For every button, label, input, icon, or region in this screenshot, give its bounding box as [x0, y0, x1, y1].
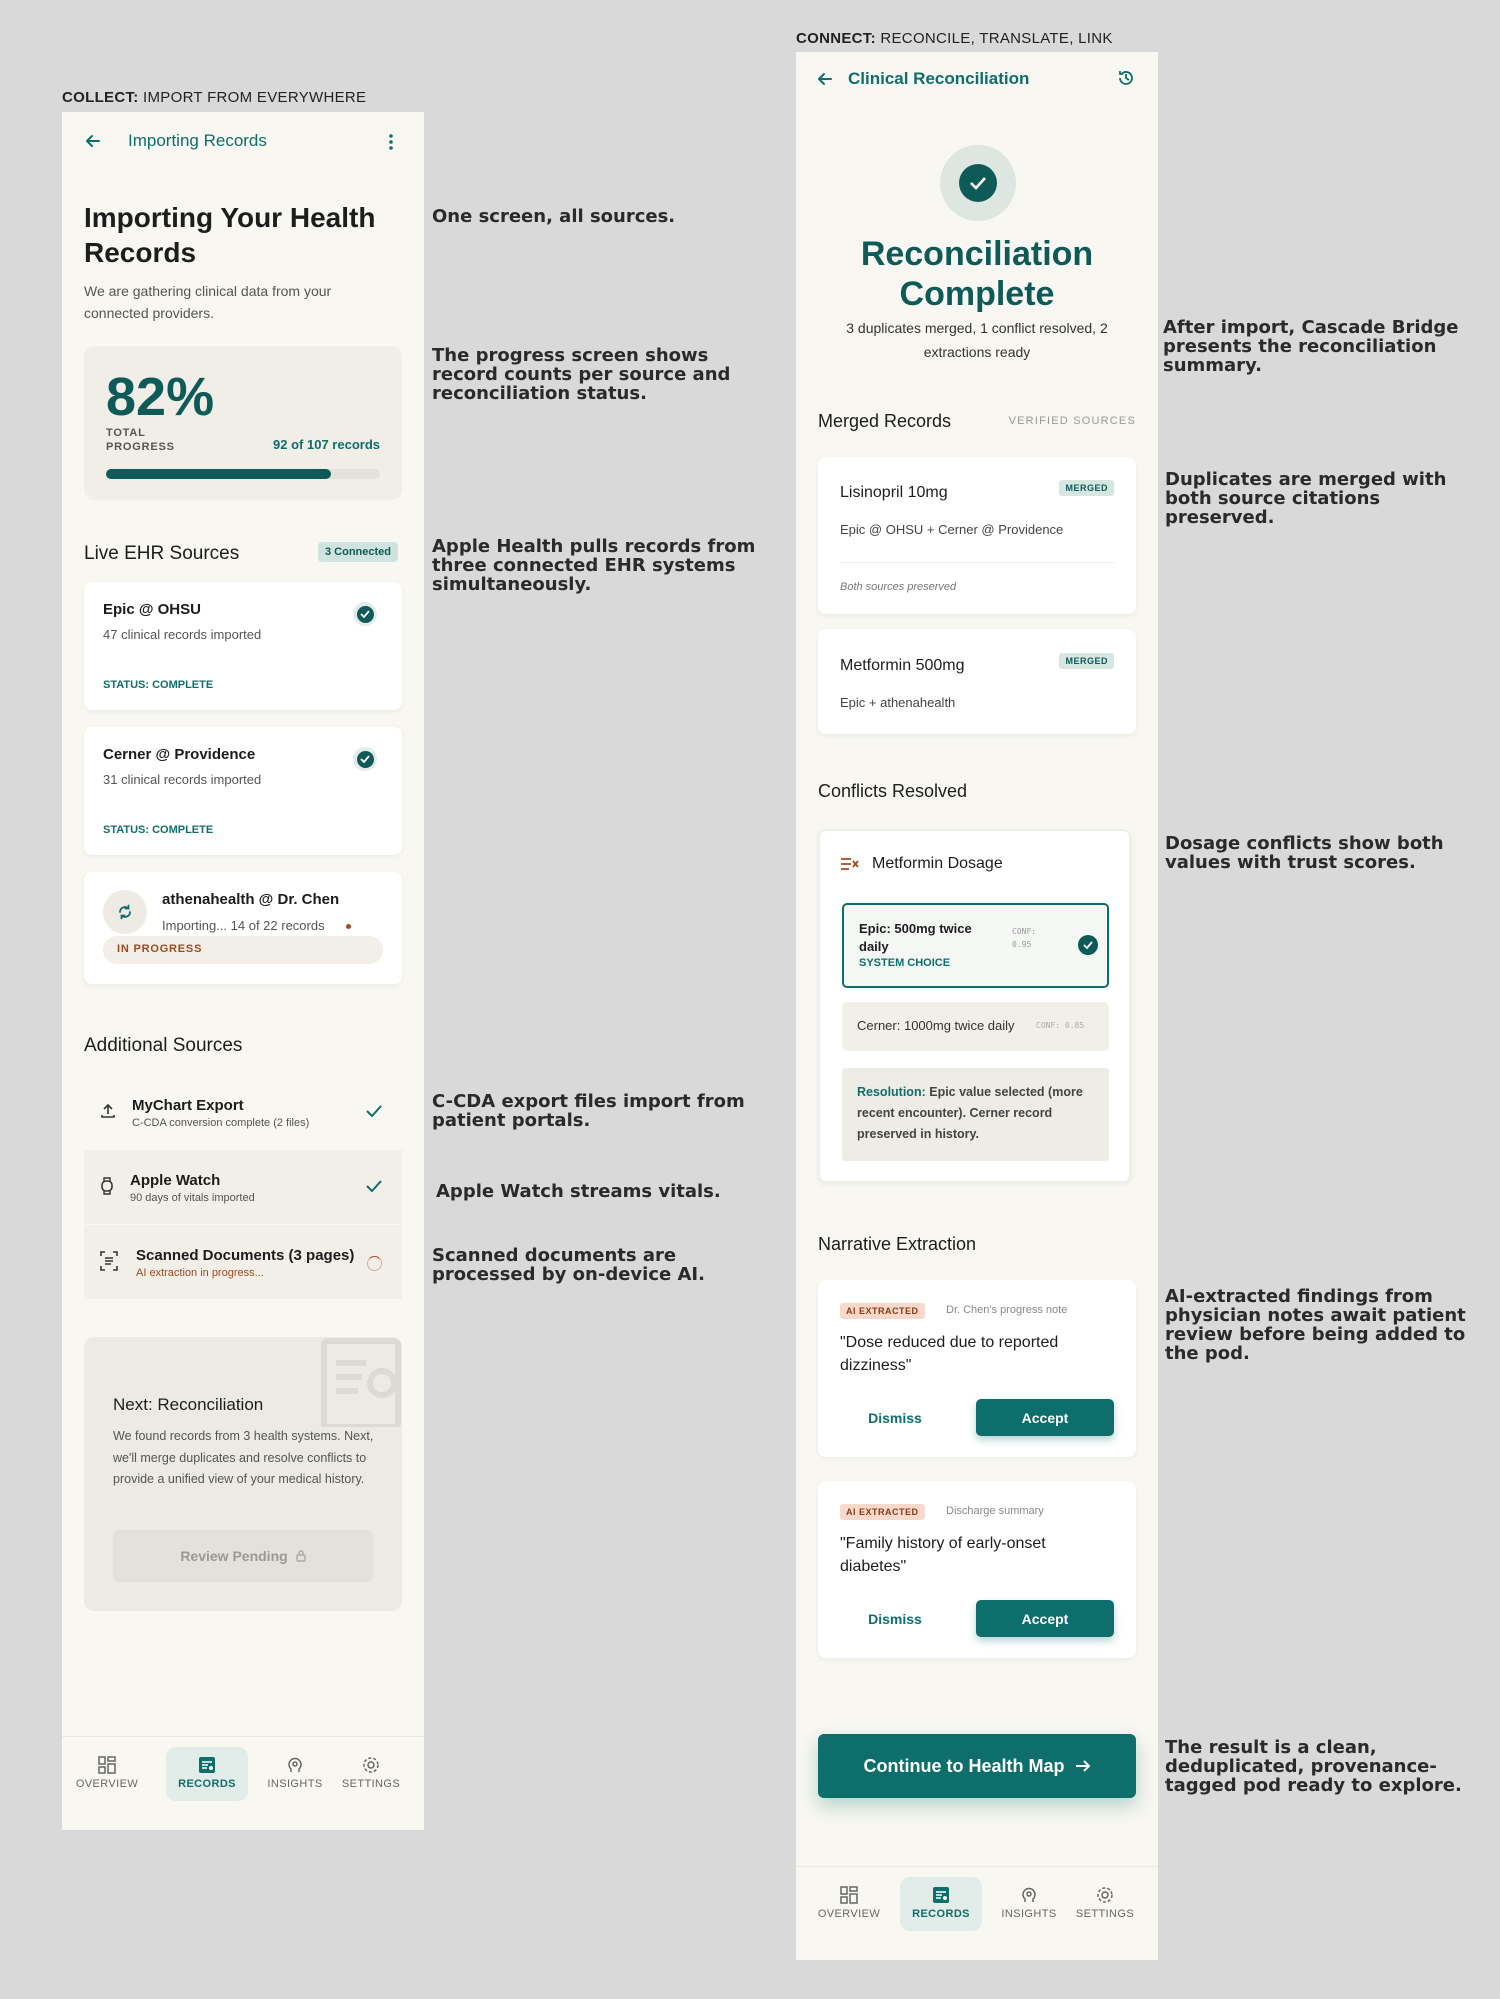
verified-sources-tag: VERIFIED SOURCES	[1008, 415, 1136, 427]
conflict-option-epic[interactable]	[842, 903, 1109, 988]
nav-records[interactable]	[900, 1877, 982, 1931]
annotation: Apple Health pulls records from three connected EHR systems simultaneously.	[432, 536, 756, 595]
resolution-label: Resolution:	[857, 1085, 926, 1099]
document-scanner-icon	[100, 1251, 118, 1276]
source-status: STATUS: COMPLETE	[103, 679, 214, 691]
progress-fill	[106, 469, 331, 479]
item-detail: AI extraction in progress...	[136, 1267, 264, 1279]
nav-settings[interactable]	[1064, 1877, 1146, 1931]
annotation: The progress screen shows record counts per source and reconciliation status.	[432, 345, 731, 404]
annotation: One screen, all sources.	[432, 206, 676, 227]
back-arrow-icon[interactable]	[816, 70, 834, 93]
source-card-cerner[interactable]	[84, 727, 402, 855]
conflicts-section-title: Conflicts Resolved	[818, 781, 968, 801]
import-screen	[62, 112, 424, 1830]
next-body: We found records from 3 health systems. Next, we'll merge duplicates and resolve conflicts to provide a unified view of your medical history.	[113, 1429, 374, 1486]
annotation: AI-extracted findings from physician notes await patient review before being added to the pod.	[1165, 1286, 1466, 1364]
extraction-quote: "Family history of early-onset diabetes"	[840, 1535, 1046, 1575]
ehr-section-title: Live EHR Sources	[84, 543, 240, 564]
check-icon	[366, 1104, 382, 1122]
additional-item-mychart[interactable]	[84, 1075, 402, 1149]
conflict-card	[818, 829, 1131, 1183]
in-progress-pill: IN PROGRESS	[103, 936, 383, 964]
dismiss-button[interactable]: Dismiss	[868, 1610, 922, 1627]
source-detail: 47 clinical records imported	[103, 627, 262, 642]
loading-spinner-icon	[367, 1256, 382, 1271]
merged-badge: MERGED	[1059, 480, 1114, 496]
continue-label: Continue to Health Map	[863, 1755, 1065, 1776]
document-watermark-icon	[320, 1337, 402, 1427]
item-detail: C-CDA conversion complete (2 files)	[132, 1117, 310, 1129]
records-icon	[932, 1886, 950, 1904]
back-arrow-icon[interactable]	[84, 132, 102, 150]
history-icon[interactable]	[1117, 69, 1135, 92]
additional-item-scans[interactable]	[84, 1225, 402, 1299]
merged-sources: Epic + athenahealth	[840, 695, 956, 710]
nav-insights[interactable]	[254, 1747, 336, 1801]
accept-button[interactable]: Accept	[976, 1600, 1114, 1637]
confidence-score: CONF: 0.95	[1012, 927, 1037, 949]
ai-extracted-badge: AI EXTRACTED	[840, 1303, 925, 1319]
nav-label: SETTINGS	[1075, 1908, 1135, 1920]
progress-percent: 82%	[106, 367, 215, 427]
next-title: Next: Reconciliation	[113, 1395, 264, 1414]
upload-icon	[100, 1103, 116, 1124]
merged-name: Metformin 500mg	[840, 657, 965, 674]
merged-badge: MERGED	[1059, 653, 1114, 669]
merged-name: Lisinopril 10mg	[840, 484, 948, 501]
continue-button[interactable]	[818, 1734, 1136, 1798]
extraction-source: Dr. Chen's progress note	[946, 1304, 1068, 1316]
success-check-icon	[940, 145, 1016, 221]
page-title: Importing Your Health Records	[84, 202, 376, 268]
divider	[840, 562, 1114, 563]
source-status: STATUS: COMPLETE	[103, 824, 214, 836]
bottom-nav	[62, 1736, 424, 1830]
conflict-option-cerner[interactable]	[842, 1002, 1109, 1051]
merged-footnote: Both sources preserved	[840, 581, 957, 593]
nav-insights[interactable]	[988, 1877, 1070, 1931]
conflict-title: Metformin Dosage	[872, 855, 1003, 872]
more-vert-icon[interactable]	[387, 132, 395, 152]
source-detail: 31 clinical records imported	[103, 772, 262, 787]
review-pending-button[interactable]	[113, 1530, 373, 1582]
nav-label: SETTINGS	[341, 1778, 401, 1790]
header-title: Importing Records	[128, 131, 267, 150]
annotation: C-CDA export files import from patient portals.	[432, 1091, 745, 1131]
annotation: The result is a clean, deduplicated, provenance-tagged pod ready to explore.	[1165, 1737, 1462, 1796]
nav-overview[interactable]	[66, 1747, 148, 1801]
item-name: Apple Watch	[130, 1172, 221, 1189]
nav-overview[interactable]	[808, 1877, 890, 1931]
section-label-collect: COLLECT: IMPORT FROM EVERYWHERE	[62, 89, 367, 106]
narrative-section-title: Narrative Extraction	[818, 1234, 977, 1254]
merged-section-title: Merged Records	[818, 411, 952, 431]
annotation: After import, Cascade Bridge presents the reconciliation summary.	[1163, 317, 1459, 376]
item-name: MyChart Export	[132, 1097, 244, 1114]
annotation: Dosage conflicts show both values with trust scores.	[1165, 833, 1444, 873]
gear-icon	[362, 1756, 380, 1774]
in-progress-dot	[346, 924, 351, 929]
nav-label: INSIGHTS	[1001, 1908, 1057, 1920]
dashboard-icon	[840, 1886, 858, 1904]
source-name: Epic @ OHSU	[103, 601, 201, 618]
merged-card-lisinopril[interactable]	[818, 457, 1136, 614]
confidence-score: CONF: 0.85	[1036, 1021, 1085, 1030]
complete-check-icon	[353, 747, 377, 771]
source-name: Cerner @ Providence	[103, 746, 256, 763]
page-title: Reconciliation Complete	[860, 235, 1094, 313]
additional-section-title: Additional Sources	[84, 1035, 243, 1056]
item-name: Scanned Documents (3 pages)	[136, 1247, 355, 1264]
option-value: Cerner: 1000mg twice daily	[857, 1018, 1015, 1033]
progress-label: TOTAL PROGRESS	[106, 427, 175, 453]
compare-icon	[840, 857, 860, 876]
ai-extracted-badge: AI EXTRACTED	[840, 1504, 925, 1520]
source-card-epic[interactable]	[84, 582, 402, 710]
page-subtitle: 3 duplicates merged, 1 conflict resolved, 2 extractions ready	[846, 320, 1108, 360]
watch-icon	[100, 1176, 114, 1201]
system-choice-tag: SYSTEM CHOICE	[859, 957, 951, 969]
check-icon	[366, 1179, 382, 1197]
button-label: Review Pending	[180, 1548, 288, 1564]
records-icon	[198, 1756, 216, 1774]
resolution-note	[842, 1068, 1109, 1161]
item-detail: 90 days of vitals imported	[130, 1192, 255, 1204]
section-label-connect: CONNECT: RECONCILE, TRANSLATE, LINK	[796, 30, 1113, 47]
progress-count: 92 of 107 records	[273, 437, 380, 452]
nav-settings[interactable]	[330, 1747, 412, 1801]
nav-label: OVERVIEW	[75, 1778, 139, 1790]
extraction-card	[818, 1481, 1136, 1658]
insights-icon	[1020, 1886, 1038, 1904]
source-detail: Importing... 14 of 22 records	[162, 918, 325, 933]
nav-label: RECORDS	[912, 1908, 970, 1920]
nav-label: OVERVIEW	[817, 1908, 881, 1920]
merged-card-metformin[interactable]	[818, 629, 1136, 734]
lock-icon	[296, 1550, 306, 1562]
additional-item-watch[interactable]	[84, 1150, 402, 1224]
page-subtitle: We are gathering clinical data from your connected providers.	[84, 283, 332, 321]
nav-label: INSIGHTS	[267, 1778, 323, 1790]
selected-check-icon	[1076, 933, 1100, 957]
resolution-text: Epic value selected (more recent encounter). Cerner record preserved in history.	[857, 1085, 1083, 1141]
annotation: Duplicates are merged with both source citations preserved.	[1165, 469, 1447, 528]
reconciliation-screen	[796, 52, 1158, 1960]
annotation: Apple Watch streams vitals.	[436, 1181, 721, 1202]
progress-track	[106, 469, 380, 479]
connected-badge: 3 Connected	[318, 542, 398, 562]
sync-icon	[103, 890, 147, 934]
complete-check-icon	[353, 602, 377, 626]
annotation: Scanned documents are processed by on-device AI.	[432, 1245, 705, 1285]
header-title: Clinical Reconciliation	[848, 69, 1030, 88]
extraction-card	[818, 1280, 1136, 1457]
merged-sources: Epic @ OHSU + Cerner @ Providence	[840, 522, 1064, 537]
progress-card	[84, 346, 402, 500]
next-reconciliation-card	[84, 1337, 402, 1611]
extraction-source: Discharge summary	[946, 1505, 1044, 1517]
extraction-quote: "Dose reduced due to reported dizziness"	[840, 1334, 1059, 1374]
source-name: athenahealth @ Dr. Chen	[162, 891, 340, 908]
bottom-nav	[796, 1866, 1158, 1960]
dismiss-button[interactable]: Dismiss	[868, 1409, 922, 1426]
accept-button[interactable]: Accept	[976, 1399, 1114, 1436]
dashboard-icon	[98, 1756, 116, 1774]
option-value: Epic: 500mg twice daily	[859, 921, 972, 954]
arrow-right-icon	[1075, 1759, 1091, 1773]
nav-records[interactable]	[166, 1747, 248, 1801]
nav-label: RECORDS	[178, 1778, 236, 1790]
source-card-athena[interactable]	[84, 872, 402, 984]
insights-icon	[286, 1756, 304, 1774]
gear-icon	[1096, 1886, 1114, 1904]
